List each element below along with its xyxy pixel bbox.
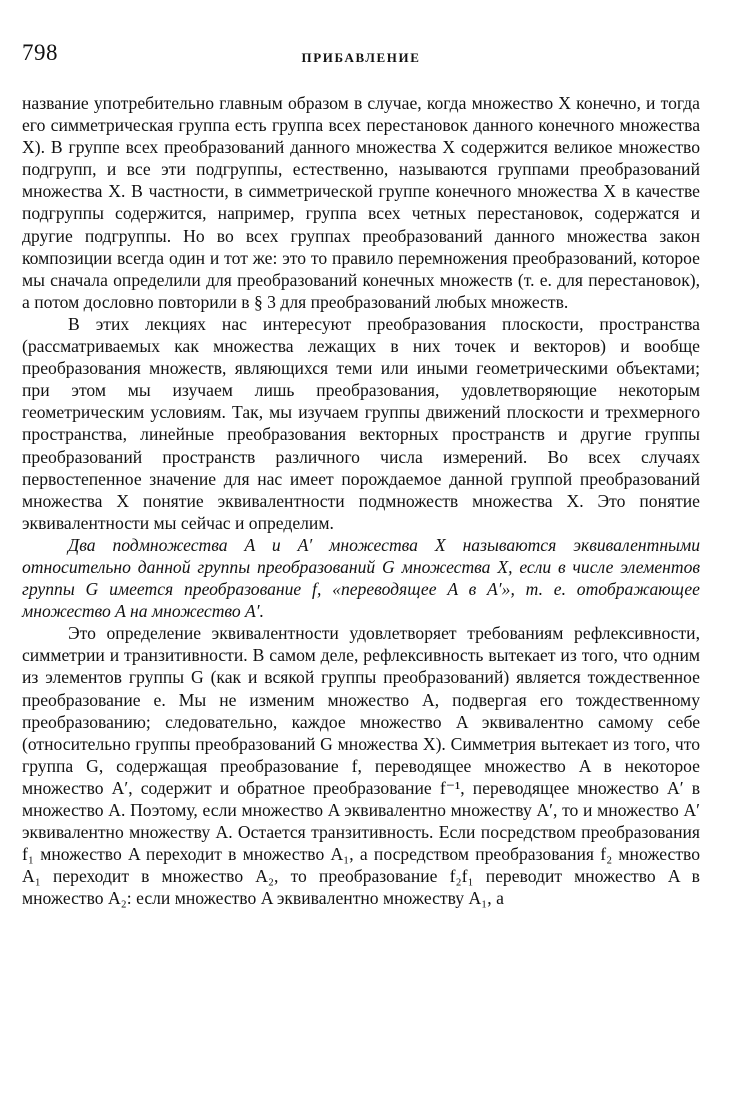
running-title: ПРИБАВЛЕНИЕ — [301, 50, 421, 65]
paragraph-continuation: название употребительно главным образом в случае, когда множество X конечно, и тогда его симметрическая группа есть группа всех перестановок данного конечного множества X). В группе всех преобразований данного множества X содержится великое множество подгрупп, и все эти подгруппы, естественно, называются группами преобразований множества X. В частности, в симметрической группе конечного множества X в качестве подгруппы содержится, например, группа всех четных перестановок, содержатся и другие подгруппы. Но во всех группах преобразований данного множества закон композиции всегда один и тот же: это то правило перемножения преобразований, которое мы сначала определили для преобразований конечных множеств (т. е. для перестановок), а потом дословно повторили в § 3 для преобразований любых множеств. — [22, 93, 700, 312]
paragraph-proof: Это определение эквивалентности удовлетворяет требованиям рефлексивности, симметрии и транзитивности. В самом деле, рефлексивность вытекает из того, что одним из элементов группы G (как и всякой группы преобразований) является тождественное преобразование e. Мы не изменим множество A, подвергая его тождественному преобразованию; следовательно, каждое множество A эквивалентно самому себе (относительно группы преобразований G множества X). Симметрия вытекает из того, что группа G, содержащая преобразование f, переводящее множество A в некоторое множество A′, содержит и обратное преобразование f⁻¹, переводящее множество A′ в множество A. Поэтому, если множество A эквивалентно множеству A′, то и множество A′ эквивалентно множеству A. Остается транзитивность. Если посредством преобразования f₁ множество A переходит в множество A₁, а посредством преобразования f₂ множество A₁ переходит в множество A₂, то преобразование f₂f₁ переводит множество A в множество A₂: если множество A эквивалентно множеству A₁, а — [22, 623, 700, 909]
paragraph-transformations: В этих лекциях нас интересуют преобразования плоскости, пространства (рассматриваемых как множества лежащих в них точек и векторов) и вообще преобразования множеств, являющихся теми или иными геометрическими объектами; при этом мы изучаем лишь преобразования, удовлетворяющие некоторым геометрическим условиям. Так, мы изучаем группы движений плоскости и трехмерного пространства, линейные преобразования векторных пространств и другие группы преобразований пространств различного числа измерений. Во всех случаях первостепенное значение для нас имеет порождаемое данной группой преобразований множества X понятие эквивалентности подмножеств множества X. Это понятие эквивалентности мы сейчас и определим. — [22, 313, 700, 533]
page-body — [22, 92, 700, 909]
definition-equivalence: Два подмножества A и A′ множества X называются эквивалентными относительно данной группы преобразований G множества X, если в числе элементов группы G имеется преобразование f, «переводящее A в A′», т. е. отображающее множество A на множество A′. — [22, 534, 700, 622]
page-number: 798 — [22, 40, 58, 65]
page-header — [22, 40, 700, 78]
